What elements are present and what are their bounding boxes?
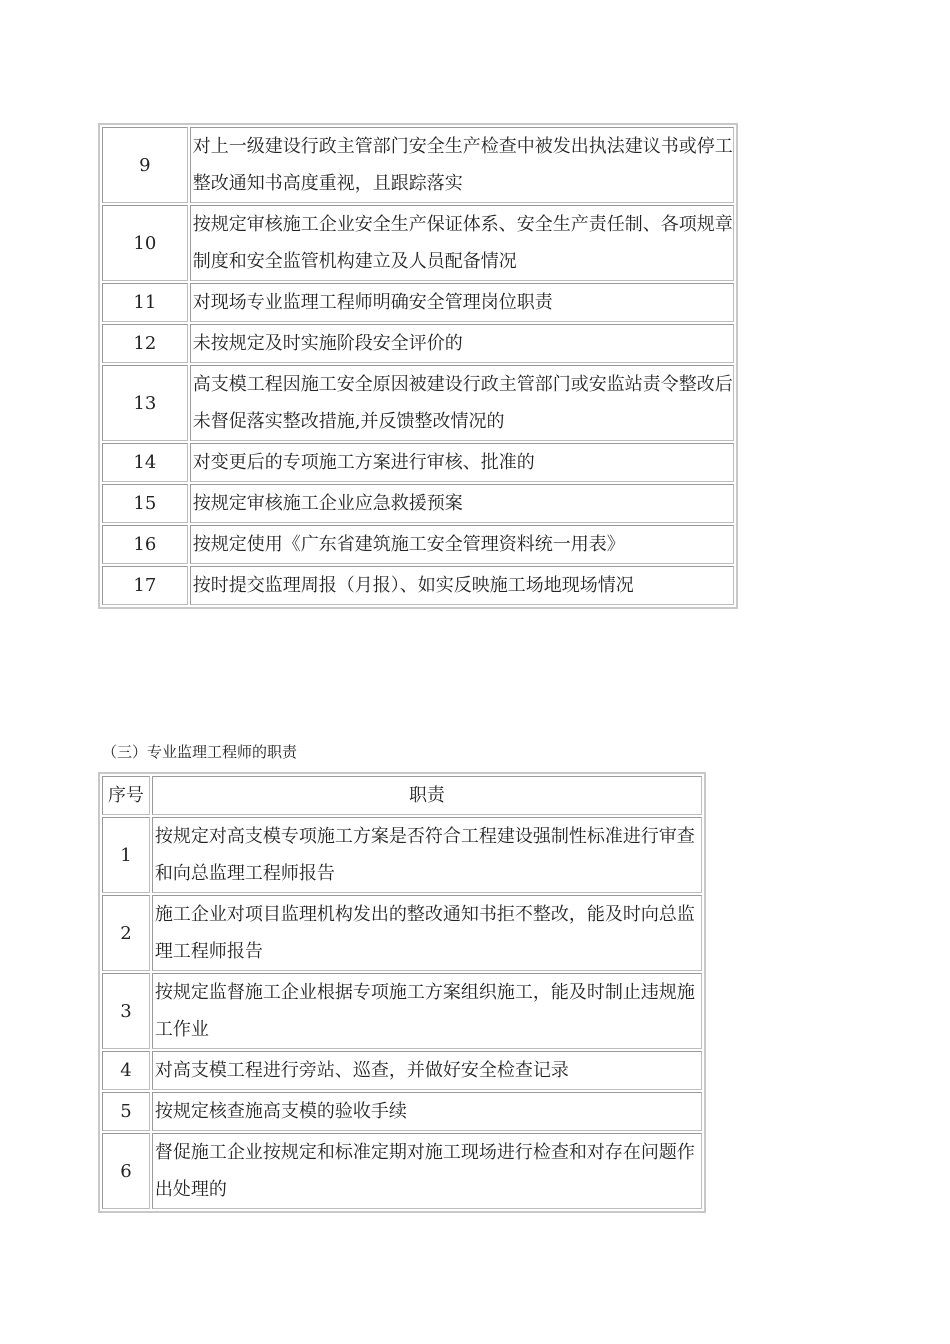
row-number: 14 [102,443,188,482]
row-text: 对高支模工程进行旁站、巡查，并做好安全检查记录 [152,1051,702,1090]
row-text: 督促施工企业按规定和标准定期对施工现场进行检查和对存在问题作出处理的 [152,1133,702,1209]
table-row [102,283,734,322]
table-row [102,1092,702,1131]
row-number: 10 [102,205,188,281]
row-text: 按规定审核施工企业安全生产保证体系、安全生产责任制、各项规章制度和安全监管机构建立及人员配备情况 [190,205,734,281]
row-text: 对变更后的专项施工方案进行审核、批准的 [190,443,734,482]
table-row [102,365,734,441]
specialist-engineer-duties-table [98,772,706,1213]
supervision-duties-table-continued [98,123,738,609]
table-row [102,1133,702,1209]
row-text: 按规定对高支模专项施工方案是否符合工程建设强制性标准进行审查和向总监理工程师报告 [152,817,702,893]
table-row [102,566,734,605]
row-number: 13 [102,365,188,441]
header-duty: 职责 [152,776,702,815]
row-number: 12 [102,324,188,363]
section-heading: （三）专业监理工程师的职责 [102,743,298,761]
row-text: 按时提交监理周报（月报）、如实反映施工场地现场情况 [190,566,734,605]
row-number: 16 [102,525,188,564]
row-number: 5 [102,1092,150,1131]
table-header-row [102,776,702,815]
table-row [102,127,734,203]
row-number: 3 [102,973,150,1049]
table-row [102,1051,702,1090]
row-number: 11 [102,283,188,322]
row-number: 1 [102,817,150,893]
row-text: 按规定核查施高支模的验收手续 [152,1092,702,1131]
row-text: 未按规定及时实施阶段安全评价的 [190,324,734,363]
header-number: 序号 [102,776,150,815]
row-number: 4 [102,1051,150,1090]
row-number: 15 [102,484,188,523]
table-row [102,973,702,1049]
table-row [102,443,734,482]
row-text: 对现场专业监理工程师明确安全管理岗位职责 [190,283,734,322]
table-row [102,895,702,971]
table-row [102,484,734,523]
row-text: 施工企业对项目监理机构发出的整改通知书拒不整改，能及时向总监理工程师报告 [152,895,702,971]
table-row [102,817,702,893]
row-text: 按规定监督施工企业根据专项施工方案组织施工，能及时制止违规施工作业 [152,973,702,1049]
row-number: 2 [102,895,150,971]
row-number: 6 [102,1133,150,1209]
row-number: 9 [102,127,188,203]
row-text: 按规定审核施工企业应急救援预案 [190,484,734,523]
row-number: 17 [102,566,188,605]
table-row [102,205,734,281]
row-text: 高支模工程因施工安全原因被建设行政主管部门或安监站责令整改后未督促落实整改措施,并反馈整改情况的 [190,365,734,441]
row-text: 按规定使用《广东省建筑施工安全管理资料统一用表》 [190,525,734,564]
table-row [102,525,734,564]
row-text: 对上一级建设行政主管部门安全生产检查中被发出执法建议书或停工整改通知书高度重视，且跟踪落实 [190,127,734,203]
table-row [102,324,734,363]
